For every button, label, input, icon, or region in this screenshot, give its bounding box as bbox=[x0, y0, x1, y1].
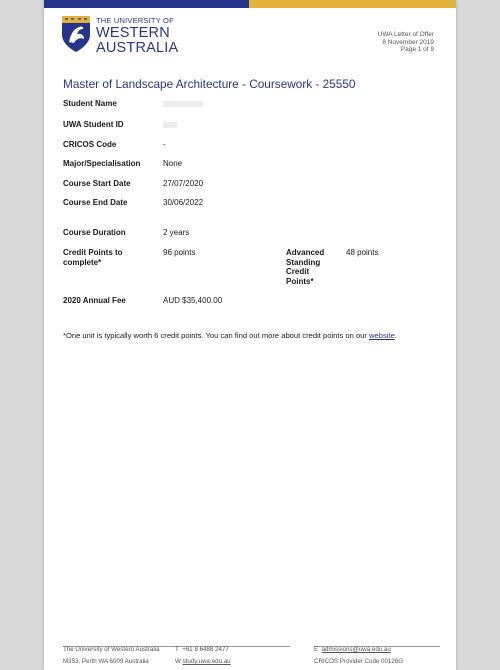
credit-points-label: Credit Points to complete* bbox=[63, 248, 123, 267]
advanced-standing-value: 48 points bbox=[346, 248, 379, 257]
footer-address bbox=[63, 644, 160, 668]
advanced-standing-label: Advanced Standing Credit Points* bbox=[286, 248, 325, 286]
footer-address-line2: M353, Perth WA 6009 Australia bbox=[63, 658, 149, 665]
cricos-label: CRICOS Code bbox=[63, 140, 117, 149]
note-end: . bbox=[394, 331, 397, 340]
footer-email-link[interactable]: admissions@uwa.edu.au bbox=[321, 646, 391, 653]
credit-points-note bbox=[63, 331, 397, 340]
footer-email-prefix: E bbox=[314, 646, 319, 653]
end-date-label: Course End Date bbox=[63, 198, 128, 207]
footer-phone-prefix: T bbox=[175, 646, 179, 653]
offer-letter-page bbox=[44, 0, 456, 670]
footer-web-prefix: W bbox=[175, 658, 181, 665]
end-date-value: 30/06/2022 bbox=[163, 198, 204, 207]
course-title: Master of Landscape Architecture - Coursework - 25550 bbox=[63, 77, 356, 91]
annual-fee-label: 2020 Annual Fee bbox=[63, 296, 126, 305]
university-name-line1: THE UNIVERSITY OF bbox=[96, 16, 174, 25]
footer-contact bbox=[175, 644, 231, 668]
annual-fee-value: AUD $35,400.00 bbox=[163, 296, 223, 305]
footer-cricos-code: CRICOS Provider Code 00126G bbox=[314, 658, 404, 665]
cricos-value: - bbox=[163, 140, 166, 149]
student-name-value-redacted bbox=[163, 99, 203, 109]
start-date-label: Course Start Date bbox=[63, 179, 131, 188]
university-wordmark bbox=[96, 17, 178, 56]
credit-points-value: 96 points bbox=[163, 248, 196, 257]
footer-phone: +61 8 6488 2477 bbox=[182, 646, 229, 653]
duration-label: Course Duration bbox=[63, 228, 126, 237]
header-bar-gold bbox=[249, 0, 456, 8]
footer-web-link[interactable]: study.uwa.edu.au bbox=[182, 658, 231, 665]
page-number: Page 1 of 9 bbox=[400, 46, 434, 54]
header-bar-blue bbox=[44, 0, 249, 8]
website-link[interactable]: website bbox=[369, 331, 395, 340]
major-label: Major/Specialisation bbox=[63, 159, 141, 168]
student-name-label: Student Name bbox=[63, 99, 117, 108]
document-type: UWA Letter of Offer bbox=[377, 31, 434, 38]
note-text: *One unit is typically worth 6 credit points. You can find out more about credit points on our bbox=[63, 331, 370, 340]
university-name-line2: WESTERN bbox=[96, 24, 170, 41]
crest-icon bbox=[61, 15, 91, 53]
start-date-value: 27/07/2020 bbox=[163, 179, 204, 188]
letter-date: 8 November 2019 bbox=[382, 38, 434, 46]
university-name-line3: AUSTRALIA bbox=[96, 40, 179, 56]
major-value: None bbox=[163, 159, 183, 168]
letter-meta bbox=[378, 31, 434, 54]
university-logo bbox=[61, 15, 196, 57]
student-id-value-redacted bbox=[163, 120, 177, 130]
duration-value: 2 years bbox=[163, 228, 190, 237]
footer-email-block bbox=[314, 644, 403, 668]
footer-address-line1: The University of Western Australia bbox=[63, 646, 160, 653]
student-id-label: UWA Student ID bbox=[63, 120, 124, 129]
